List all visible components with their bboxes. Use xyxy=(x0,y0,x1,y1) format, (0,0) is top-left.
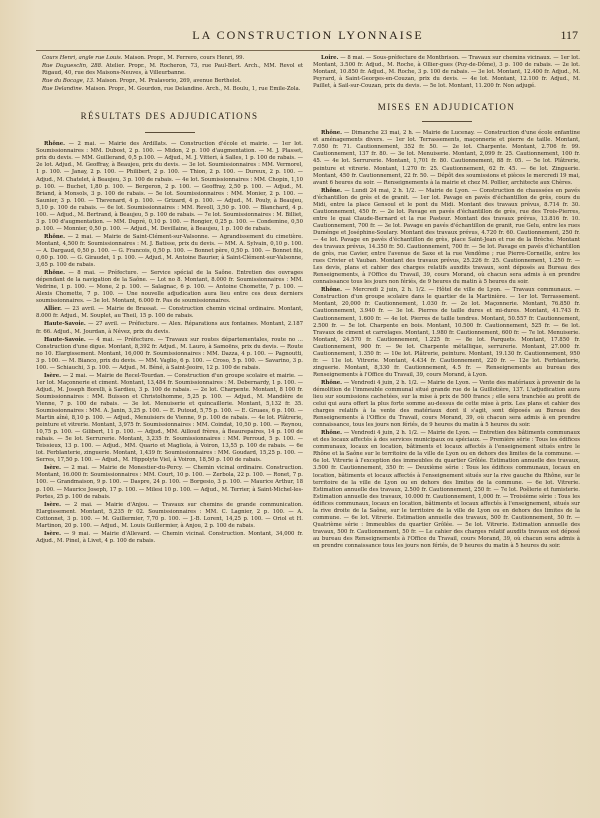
region-label: Allier. xyxy=(44,306,62,313)
running-header xyxy=(36,26,580,51)
notice-text: — 2 mai. — Mairie d'Anjou. — Travaux sur chemins de grande communication. Elargissement. Montant, 5,235 fr 02. Soumissionnaires : MM. C. Lagnier, 2 p. 100. — A. Cottonnet, 3 p. 100. — M. Guillermier, 7,70 p. 100. — J.-B. Lorent, 14,25 p. 100. — Oriol et H. Martinon, 20 p. 100. — Adjud., M. Louis Guillermier, à Anjou, 2 p. 100 de rabais. xyxy=(36,501,303,529)
journal-title: LA CONSTRUCTION LYONNAISE xyxy=(192,28,424,42)
notice-text: — Vendredi 4 juin, 2 h. 1/2. — Mairie de Lyon. — Vente des matériaux à provenir de la démolition de l'immeuble communal situé grande rue de la Guillotière, 137. L'adjudication aura lieu sur soumissions cachetées, sur la mise à prix de 500 francs ; elle sera tranchée au profit de celui qui aura offert la plus forte somme au-dessus de cette mise à prix. Les plans et cahier des charges relatifs à la vente des matériaux dont il s'agit, sont déposés au Bureau des Renseignements à l'Office du Travail, cours Morand, 39, où chacun sera admis à en prendre connaissance, tous les jours non fériés, de 9 heures du matin à 5 heures du soir. xyxy=(313,379,581,429)
notice-text: — 2 mai. — Mairie de Saint-Clément-sur-Valsonne. — Agrandissement du cimetière. Montant, 4,500 fr. Soumissionnaires : M. J. Batisse, prix du devis. — MM. A. Sylvain, 0,10 p. 100. — A. Dargaud, 0,50 p. 100. — G. Francois, 0,50 p. 100. — Bonnet père, 0,50 p. 100. — Bonnet fils, 0,60 p. 100. — G. Giraudet, 1 p. 100. — Adjud., M. Antoine Baurier, à Saint-Clément-sur-Valsonne, 3,65 p. 100 de rabais. xyxy=(36,233,303,269)
notice-paragraph xyxy=(36,234,303,269)
permit-details: Maison. Propr., M. Pralavorio, 269, avenue Berthelot. xyxy=(96,78,242,85)
region-label: Isère. xyxy=(44,465,61,472)
two-column-body xyxy=(36,55,580,551)
notice-text: — 2 mai. — Mairie de Recel-Tourdan. — Construction d'un groupe scolaire et mairie. — 1er lot. Maçonnerie et ciment. Montant, 13,484 fr. Soumissionnaires : M. Debernardy, 1 p. 100. — Adjud., M. Joseph Borelli, à Sardieu, 3 p. 100 de rabais. — 2e lot. Charpente. Montant, 8 100 fr. Soumissionnaires : MM. Buisson et Christolhomme, 5,25 p. 100. — Adjud., M. Mandière de Vienne, 7 p. 100 de rabais. — 3e lot. Menuiserie et quincaillerie. Montant, 5,132 fr. 35. Soumissionnaires : MM. A. Janin, 3,25 p. 100. — E. Putoud, 5,75 p. 100. — E. Gruaes, 6 p. 100. — Martin aîné, 8,10 p. 100. — Adjud., Menuisiers de Vienne, 9 p. 100 de rabais. — 4e lot. Plâtrerie, peinture et vitrerie. Montant, 3,975 fr. Soumissionnaires : MM. Coindat, 10,50 p. 100. — Reynou, 10,75 p. 100. — Gilibert, 11 p. 100. — Adjud., MM. Ailloud frères, à Beaurepaires, 14 p. 100 de rabais. — 5e lot. Serrurerie. Montant, 3,235 fr. Soumissionnaires : MM. Perroud, 5 p. 100. — Teissieux, 13 p. 100. — Adjud., MM. Quario et Magliola, à Voiron, 13,55 p. 100 de rabais. — 6e lot. Ferblanterie, zinguerie. Montant, 1,439 fr. Soumissionnaires : MM. Goudard, 15,25 p. 100. — Serres, 17,50 p. 100. — Adjud., M. Hippolyte Viel, à Voiron, 18,50 p. 100 de rabais. xyxy=(36,372,304,464)
notice-text: — 27 avril. — Préfecture. — Alex. Réparations aux fontaines. Montant, 2.187 fr. 66. Adjud., M. Jourdan, à Névez, prix du devis. xyxy=(36,321,303,335)
notice-paragraph xyxy=(36,321,303,335)
notice-paragraph xyxy=(313,380,580,429)
notice-text: — Lundi 24 mai, 2 h. 1/2. — Mairie de Lyon. — Construction de chaussées en pavés d'échantillon de grès et de granit. — 1er lot. Pavage en pavés d'échantillon de grès, cours du Midi, entre la place Gensoul et le pont du Midi. Montant des travaux prévus, 8.714 fr. 30. Cautionnement, 450 fr. — 2e lot. Pavage en pavés d'échantillon de grès, rue des Trois-Pierres, entre le quai Claude-Bernard et la rue Pasteur. Montant des travaux prévus, 13.816 fr. 10. Cautionnement, 700 fr. — 3e lot. Pavage en pavés d'échantillon de granit, rue Gelu, entre les rues Duménge et Joséphine-Soulary. Montant des travaux prévus, 4.720 fr. 60. Cautionnement, 250 fr. — 4e lot. Pavage en pavés d'échantillon de grès, place Saint-Jean et rue de la Brèche. Montant des travaux prévus, 14.350 fr. 50. Cautionnement, 700 fr. — 5e lot. Pavage en pavés d'échantillon de grès, rue Cavier, entre l'avenue de Saxe et la rue Vendôme ; rue Pierre-Corneille, entre les rues Crivier et Vauban. Montant des travaux prévus, 25.226 fr. 25. Cautionnement, 1.250 fr. — Les devis, plans et cahier des charges relatifs auxdits travaux, sont déposés au Bureau des Renseignements, à l'Office du Travail, 39, cours Morand, où chacun sera admis à en prendre connaissance tous les jours non fériés, de 9 heures du matin à 5 heures du soir. xyxy=(313,187,581,286)
notice-text: — 9 mai. — Mairie d'Allevard. — Chemin vicinal. Construction. Montant, 34,000 fr. Adjud., M. Pinel, à Livet, 4 p. 100 de rabais. xyxy=(36,530,303,544)
notice-paragraph xyxy=(313,130,580,186)
street-address: Rue du Bocage, 13. xyxy=(42,78,95,85)
region-label: Rhône. xyxy=(321,130,343,137)
notice-text: — 2 mai. — Mairie des Ardillats. — Construction d'école et mairie. — 1er lot. Soumissionnaires : MM. Dubost, 2 p. 100. — Midon, 2 p. 100 d'augmentation. — M. J. Plasset, prix du devis. — MM. Guillerand, 0,5 p.100. — Adjud., M. J. Vitteri, à Salles, 1 p. 100 de rabais. — 2e lot. Adjud., M. Geoffray, à Beaujeu, prix du devis. — 3e lot. Soumissionnaires : MM. Vermorel, 1 p. 100. — Janay, 2 p. 100. — Philibert, 2 p. 100. — Thion, 2 p. 100. — Dureux, 2 p. 100. — Adjud., M. Chatelet, à Beaujeu, 3 p. 100 de rabais. — 4e lot. Soumissionnaires : MM. Chopin, 1,10 p. 100. — Buchet, 1,80 p. 100. — Bergeron, 2 p. 100. — Geoffray, 2,50 p. 100. — Adjud., M. Briand, à Monsols, 3 p. 100 de rabais. — 5e lot. Soumissionnaires : MM. Monier, 2 p. 100. — Saunier, 3 p. 100. — Thevenard, 4 p. 100. — Grizard, 4 p. 100. — Adjud., M. Pouly, à Beaujeu, 5,10 p. 100 de rabais. — 6e lot. Soumissionnaires : MM. Revoll, 3,50 p. 100. — Blanchard, 4 p. 100. — Adjud., M. Bertrand, à Beaujeu, 5 p. 100 de rabais. — 7e lot. Soumissionnaires : M. Billiet, 3 p. 100 d'augmentation. — MM. Dupré, 0,10 p. 100. — Rongier, 0,25 p. 100. — Condemine, 0,50 p. 100. — Monnier, 0,50 p. 100. — Adjud., M. Devillaine, à Beaujeu, 1 p. 100 de rabais. xyxy=(36,141,303,232)
region-label: Rhône. xyxy=(44,141,66,148)
street-address: Rue Duguesclin, 288. xyxy=(42,63,103,70)
left-section-title: RÉSULTATS DES ADJUDICATIONS xyxy=(80,111,259,122)
section-rule xyxy=(422,121,472,122)
continued-results xyxy=(313,55,580,90)
permit-details: Maison. Propr., M. Ferrero, cours Henri, 99. xyxy=(124,55,245,61)
notice-text: — 8 mai. — Préfecture. — Service spécial de la Saône. Entretien des ouvrages dépendant de la navigation de la Saône. — Lot no 8. Montant, 8.000 fr. Soumissionnaires : MM. Vedrine, 1 p. 100. — Mone, 2 p. 100. — Salagnac, 6 p. 100. — Antoine Chomette, 7 p. 100. — Alexis Chomette, 7 p. 100. — Une nouvelle adjudication aura lieu entre ces deux derniers soumissionnaires. — 3e lot. Montant, 6.000 fr. Pas de soumissionnaires. xyxy=(36,270,303,305)
notice-paragraph xyxy=(36,337,303,372)
upcoming-adjudications xyxy=(313,130,580,550)
region-label: Rhône. xyxy=(44,233,66,240)
permit-details: Maison. Propr., M. Gourdon, rue Delandine. Arch., M. Boulu, 1, rue Emile-Zola. xyxy=(85,86,301,93)
permit-entry xyxy=(36,86,303,93)
region-label: Haute-Savoie. xyxy=(44,336,86,343)
region-label: Isère. xyxy=(44,501,61,508)
right-section-title: MISES EN ADJUDICATION xyxy=(377,102,516,113)
notice-paragraph xyxy=(36,270,303,305)
adjudication-results xyxy=(36,141,303,545)
permit-entry xyxy=(36,78,303,85)
right-column xyxy=(313,55,580,551)
notice-paragraph xyxy=(313,287,580,379)
notice-text: — 8 mai. — Sous-préfecture de Montbrison. — Travaux sur chemins vicinaux. — 1er lot. Montant, 3.500 fr. Adjud., M. Roche, à Ollier-gues (Puy-de-Dôme), 3 p. 100 de rabais. — 2e lot. Montant, 10.850 fr. Adjud., M. Roche, 3 p. 100 de rabais. — 3e lot. Montant, 12.400 fr. Adjud., M. Peyrard, à Saint-Georges-en-Couzan, prix du devis. — 4e lot. Montant, 12.100 fr. Adjud., M. Paillet, à Sail-sur-Couzan, prix du devis. — 5e lot. Montant, 11.200 fr. Non adjugé. xyxy=(313,55,580,90)
notice-text: — 4 mai. — Préfecture. — Travaux sur routes départementales, route no ... Construction d'une digue. Montant, 8,392 fr. Adjud., M. Lauro, à Samoëns, prix du devis. — Route no 10. Elargissement. Montant, 16,000 fr. Soumissionnaires : MM. Dazza, 4 p. 100. — Pagnoutti, 3 p. 100. — M. Bianco, prix du devis. — MM. Vaglio, 6 p. 100. — Croso, 5 p. 100. — Savarino, 3 p. 100. — Schiauchi, 3 p. 100. — Adjud., M. Béné, à Saint-Jeoire, 12 p. 100 de rabais. xyxy=(36,336,303,371)
notice-paragraph xyxy=(36,502,303,530)
notice-paragraph xyxy=(36,373,303,465)
street-address: Rue Delandine. xyxy=(42,86,84,93)
region-label: Rhône. xyxy=(44,270,66,277)
region-label: Rhône. xyxy=(321,187,343,194)
region-label: Isère. xyxy=(44,372,61,379)
notice-paragraph xyxy=(36,141,303,233)
left-column xyxy=(36,55,303,551)
notice-paragraph xyxy=(313,430,580,550)
notice-text: — Mercredi 2 juin, 2 h. 1/2. — Hôtel de ville de Lyon. — Travaux communaux. — Construction d'un groupe scolaire dans le quartier de la Martinière. — 1er lot. Terrassement. Montant, 20,000 fr. Cautionnement, 1.030 fr. — 2e lot. Maçonnerie. Montant, 76.850 fr. Cautionnement, 3.940 fr. — 3e lot. Pierres de taille dures et mi-dures. Montant, 41.743 fr. Cautionnement, 1.600 fr. — 4e lot. Pierres de taille tendres. Montant, 50.557 fr. Cautionnement, 2.500 fr. — 5e lot. Charpente en bois. Montant, 10.500 fr. Cautionnement, 525 fr. — 6e lot. Travaux de ciment et carrelages. Montant, 1.980 fr. Cautionnement, 600 fr. — 7e lot. Menuiserie. Montant, 24.570 fr. Cautionnement, 1.225 fr. — 8e lot. Parquets. Montant, 17.850 fr. Cautionnement, 900 fr. — 9e lot. Charpente métallique, serrurerie. Montant, 27.000 fr. Cautionnement, 1.350 fr. — 10e lot. Plâtrerie, peinture. Montant, 19.130 fr. Cautionnement, 950 fr. — 11e lot. Vitrerie. Montant, 4.434 fr. Cautionnement, 220 fr. — 12e lot. Ferblanterie, zinguerie. Montant, 8,330 fr. Cautionnement, 4.5 fr. — Renseignements au bureau des Renseignements à l'Office du Travail, 39, cours Morand, à Lyon. xyxy=(313,287,580,378)
region-label: Rhône. xyxy=(321,379,343,386)
section-rule xyxy=(145,132,195,133)
region-label: Haute-Savoie. xyxy=(44,321,86,328)
notice-text: — 23 avril. — Mairie de Brassat. — Construction chemin vicinal ordinaire. Montant, 8.000 fr. Adjud., M. Souplet, au Theil, 15 p. 100 de rabais. xyxy=(36,306,304,320)
notice-paragraph xyxy=(313,188,580,287)
permit-entry xyxy=(36,63,303,77)
region-label: Rhône. xyxy=(321,430,343,437)
notice-text: — Vendredi 4 juin, 2 h. 1/2. — Mairie de Lyon. — Entretien des bâtiments communaux et des locaux affectés à des services municipaux ou spéciaux. — Première série : Tous les édifices communaux, locaux en location, bâtiments et locaux affectés à l'enseignement situés entre le Rhône et la Saône sur le territoire de la ville de Lyon ou en dehors des limites de la commune. — 6e lot. Vitrerie à l'exception des immeubles du quartier Grôlée. Estimation annuelle des travaux, 3.500 fr. Cautionnement, 350 fr. — Deuxième série : Tous les édifices communaux, locaux en location, bâtiments et locaux affectés à l'enseignement situés sur la rive gauche du Rhône, sur le territoire de la ville de Lyon ou en dehors des limites de la commune. — 6e lot. Vitrerie. Estimation annuelle des travaux, 2.500 fr. Cautionnement, 250 fr. — 7e lot. Poêlerie et fumisterie. Estimation annuelle des travaux, 10.000 fr. Cautionnement, 1,000 fr. — Troisième série : Tous les édifices communaux, locaux en location, bâtiments et locaux affectés à l'enseignement, situés sur la rive droite de la Saône, sur le territoire de la ville de Lyon ou en dehors des limites de la commune. — 6e lot. Vitrerie. Estimation annuelle des travaux, 500 fr. Cautionnement, 50 fr. — Quatrième série : Immeubles du quartier Grôlée. — 5e lot. Vitrerie. Estimation annuelle des travaux, 500 fr. Cautionnement, 50 fr. — Le cahier des charges relatif auxdits travaux est déposé au bureau des Renseignements à l'Office du Travail, cours Morand, 39, où chacun sera admis à en prendre connaissance tous les jours non fériés, de 9 heures du matin à 5 heures du soir. xyxy=(313,430,580,549)
permit-entry xyxy=(36,55,303,62)
notice-text: — 2 mai. — Mairie de Monestier-du-Percy. — Chemin vicinal ordinaire. Construction. Montant, 16.000 fr. Soumissionnaires : MM. Court, 10 p. 100. — Zerbola, 22 p. 100. — Ronet, 7 p. 100. — Grandmaison, 9 p. 100. — Daspre, 24 p. 100. — Borgesio, 3 p. 100. — Maurice Arthur, 18 p. 100. — Maurice Joseph, 17 p. 100. — Milesi 10 p. 100. — Adjud., M. Terrier, à Saint-Michel-les-Portes, 25 p. 100 de rabais. xyxy=(36,465,304,500)
notice-paragraph xyxy=(36,306,303,320)
notice-paragraph xyxy=(313,55,580,90)
permit-details: Atelier. Propr., M. Rocheron, 73, rue Paul-Bert. Arch., MM. Revol et Rigaud, 40, rue des Maisons-Neuves, à Villeurbanne. xyxy=(42,63,304,77)
notice-text: — Dimanche 23 mai, 2 h. — Mairie de Lucenay. — Construction d'une école enfantine et aménagements divers. — 1er lot. Terrassements, maçonnerie et pierre de taille. Montant, 7.050 fr. 71. Cautionnement, 352 fr. 50. — 2e lot. Charpente. Montant, 2.706 fr. 99. Cautionnement, 137 fr. 80. — 3e lot. Menuiserie. Montant, 2,099 fr. 25. Cautionnement, 100 fr. 45. — 4e lot. Serrurerie. Montant, 1,701 fr. 80. Cautionnement, 88 fr. 05. — 5e lot. Plâtrerie, peinture et vitrerie. Montant, 1.270 fr. 25. Cautionnement, 62 fr. 45. — 6e lot. Zinguerie. Montant, 450 fr. Cautionnement, 22 fr. 50. — Dépôt des soumissions et pièces le mercredi 19 mai, avant 6 heures du soir. — Renseignements à la mairie et chez M. Pollier, architecte aux Chères. xyxy=(313,130,580,186)
region-label: Rhône. xyxy=(321,287,343,294)
notice-paragraph xyxy=(36,531,303,545)
address-list xyxy=(36,55,303,93)
region-label: Loire. xyxy=(321,55,339,61)
page-number: 117 xyxy=(560,28,578,42)
street-address: Cours Henri, angle rue Louis. xyxy=(42,55,123,61)
region-label: Isère. xyxy=(44,530,61,537)
notice-paragraph xyxy=(36,465,303,500)
